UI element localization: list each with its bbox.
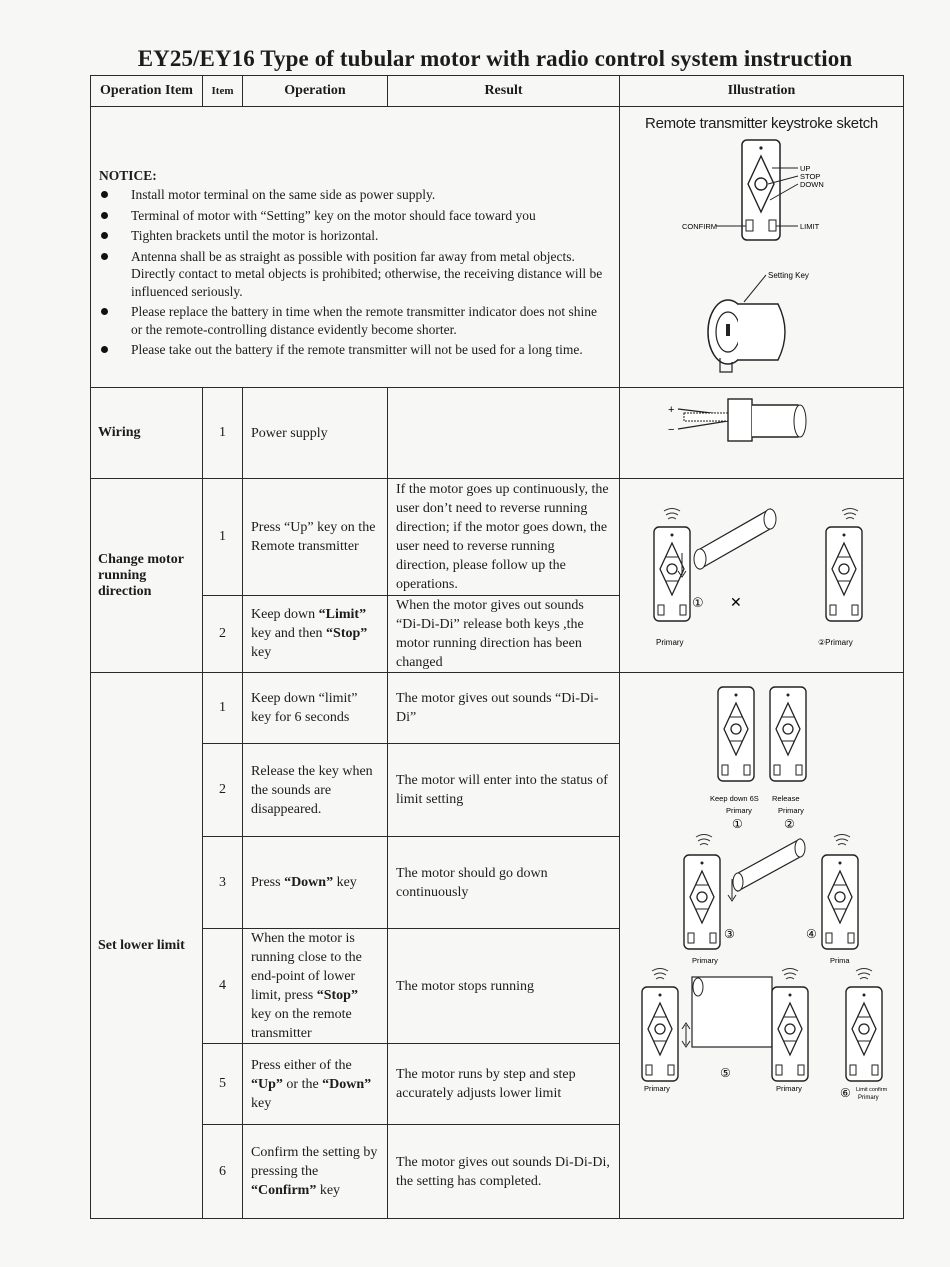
sketch-title: Remote transmitter keystroke sketch [645, 115, 878, 132]
notice-item: Please take out the battery if the remote transmitter will not be used for a long time. [99, 341, 609, 359]
change-direction-operation-1: Press “Up” key on the Remote transmitter [243, 479, 388, 596]
change-direction-result-2: When the motor gives out sounds “Di-Di-Di” release both keys ,the motor running direction has been changed [388, 595, 620, 672]
lower-limit-item-3: 3 [203, 837, 243, 929]
lower-limit-item-2: 2 [203, 744, 243, 837]
keystroke-sketch [620, 132, 904, 382]
label-limit: LIMIT [800, 222, 820, 231]
step-5-marker: ⑤ [720, 1066, 731, 1080]
roller-blind-icon [678, 509, 776, 577]
step-2-marker: ② [784, 817, 795, 831]
signal-waves-icon [856, 969, 872, 980]
primary-label: Primary [656, 638, 684, 647]
remote-transmitter-icon [718, 687, 754, 781]
lower-limit-operation-5: Press either of the “Up” or the “Down” key [243, 1044, 388, 1125]
primary-label: Primary [726, 806, 752, 815]
signal-waves-icon [842, 509, 858, 520]
signal-waves-icon [664, 509, 680, 520]
label-stop: STOP [800, 172, 821, 181]
power-cable-icon [678, 399, 806, 441]
lower-limit-result-2: The motor will enter into the status of limit setting [388, 744, 620, 837]
page-title: EY25/EY16 Type of tubular motor with radio control system instruction [137, 46, 853, 71]
remote-transmitter-icon [684, 855, 720, 949]
remote-transmitter-icon [772, 987, 808, 1081]
wiring-operation: Power supply [243, 388, 388, 479]
primary-label: Primary [644, 1084, 670, 1093]
header-item: Item [203, 76, 243, 107]
wiring-label: Wiring [91, 388, 203, 479]
motor-head-icon [708, 275, 785, 372]
notice-list [99, 186, 609, 359]
limit-confirm-label: Limit confirm [856, 1087, 888, 1093]
change-direction-label: Change motor running direction [91, 479, 203, 673]
remote-transmitter-icon [846, 987, 882, 1081]
change-direction-sketch [620, 479, 904, 667]
label-confirm: CONFIRM [682, 222, 717, 231]
remote-transmitter-icon [826, 527, 862, 621]
step-3-marker: ③ [724, 927, 735, 941]
notice-cell [91, 107, 620, 388]
notice-item: Antenna shall be as straight as possible with position far away from metal objects. Directly contact to metal objects is prohibited; otherwise, the receiving distance will be influenced seriously. [99, 248, 609, 301]
lower-limit-result-4: The motor stops running [388, 929, 620, 1044]
notice-item: Terminal of motor with “Setting” key on the motor should face toward you [99, 207, 609, 225]
lower-limit-result-5: The motor runs by step and step accurately adjusts lower limit [388, 1044, 620, 1125]
wiring-item-number: 1 [203, 388, 243, 479]
header-illustration: Illustration [620, 76, 904, 107]
wiring-row [91, 388, 904, 479]
change-direction-item-1: 1 [203, 479, 243, 596]
release-label: Release [772, 794, 800, 803]
lower-limit-label: Set lower limit [91, 673, 203, 1219]
instruction-table [90, 75, 904, 1219]
label-down: DOWN [800, 180, 824, 189]
signal-waves-icon [834, 835, 850, 846]
label-up: UP [800, 164, 811, 173]
cross-mark-icon: ✕ [730, 594, 742, 610]
lower-limit-item-4: 4 [203, 929, 243, 1044]
notice-row [91, 107, 904, 388]
roller-blind-icon [682, 977, 772, 1047]
wiring-minus: − [668, 423, 675, 436]
lower-limit-operation-3: Press “Down” key [243, 837, 388, 929]
lower-limit-item-6: 6 [203, 1125, 243, 1219]
keystroke-sketch-cell [620, 107, 904, 388]
notice-item: Tighten brackets until the motor is horizontal. [99, 227, 609, 245]
lower-limit-item-1: 1 [203, 673, 243, 744]
change-direction-illustration-cell [620, 479, 904, 673]
change-direction-operation-2: Keep down “Limit” key and then “Stop” key [243, 595, 388, 672]
wiring-result [388, 388, 620, 479]
header-row [91, 76, 904, 107]
lower-limit-result-3: The motor should go down continuously [388, 837, 620, 929]
lower-limit-row-1 [91, 673, 904, 744]
change-direction-row-1 [91, 479, 904, 596]
lower-limit-result-1: The motor gives out sounds “Di-Di-Di” [388, 673, 620, 744]
notice-title: NOTICE: [99, 167, 157, 183]
signal-waves-icon [652, 969, 668, 980]
lower-limit-operation-2: Release the key when the sounds are disappeared. [243, 744, 388, 837]
step-1-marker: ① [732, 817, 743, 831]
remote-transmitter-icon [822, 855, 858, 949]
lower-limit-sketch [620, 673, 904, 1213]
remote-transmitter-icon [716, 140, 798, 240]
keep-down-label: Keep down 6S [710, 794, 759, 803]
step-4-marker: ④ [806, 927, 817, 941]
change-direction-item-2: 2 [203, 595, 243, 672]
notice-item: Install motor terminal on the same side as power supply. [99, 186, 609, 204]
lower-limit-illustration-cell [620, 673, 904, 1219]
header-result: Result [388, 76, 620, 107]
primary-label-cut: Prima [830, 956, 850, 965]
roller-blind-icon [728, 839, 805, 901]
lower-limit-operation-1: Keep down “limit” key for 6 seconds [243, 673, 388, 744]
header-operation-item: Operation Item [91, 76, 203, 107]
notice-item: Please replace the battery in time when the remote transmitter indicator does not shine or the remote-controlling distance evidently become shorter. [99, 303, 609, 338]
remote-transmitter-icon [642, 987, 678, 1081]
signal-waves-icon [696, 835, 712, 846]
signal-waves-icon [782, 969, 798, 980]
lower-limit-operation-6: Confirm the setting by pressing the “Confirm” key [243, 1125, 388, 1219]
step-1-marker: ① [692, 595, 704, 610]
primary-label: Primary [778, 806, 804, 815]
primary-label: Primary [776, 1084, 802, 1093]
primary-label: Primary [858, 1095, 879, 1101]
label-setting-key: Setting Key [768, 271, 809, 280]
remote-transmitter-icon [770, 687, 806, 781]
step-6-marker: ⑥ [840, 1086, 851, 1100]
change-direction-result-1: If the motor goes up continuously, the user don’t need to reverse running direction; if the motor goes down, the user need to reverse running direction, please follow up the operations. [388, 479, 620, 596]
primary-label: Primary [692, 956, 718, 965]
wiring-illustration-cell [620, 388, 904, 479]
lower-limit-operation-4: When the motor is running close to the end-point of lower limit, press “Stop” key on the remote transmitter [243, 929, 388, 1044]
header-operation: Operation [243, 76, 388, 107]
wiring-sketch [620, 391, 904, 471]
wiring-plus: + [668, 403, 675, 416]
step-2-primary-label: ②Primary [818, 638, 853, 647]
lower-limit-item-5: 5 [203, 1044, 243, 1125]
lower-limit-result-6: The motor gives out sounds Di-Di-Di, the setting has completed. [388, 1125, 620, 1219]
